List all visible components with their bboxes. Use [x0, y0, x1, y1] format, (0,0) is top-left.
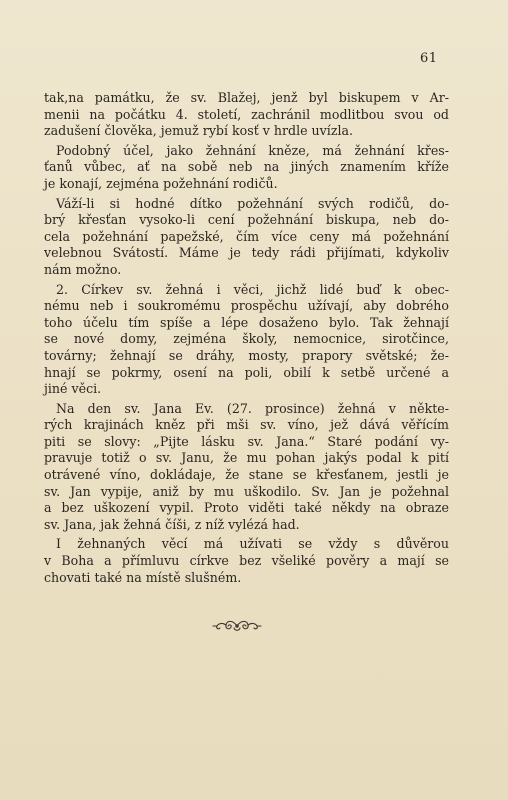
text-line: menii na počátku 4. století, zachránil modlitbou svou od: [44, 106, 449, 122]
text-line: chovati také na místě slušném.: [44, 569, 242, 585]
text-line: ťanů vůbec, ať na sobě neb na jiných znamením kříže: [44, 159, 449, 175]
text-line: 2. Církev sv. žehná i věci, jichž lidé buď k obec-: [56, 281, 449, 297]
paragraph: [44, 196, 449, 279]
text-line: nám možno.: [44, 261, 122, 277]
text-line: v Boha a přímluvu církve bez všeliké pověry a mají se: [44, 553, 449, 569]
text-line: pravuje totiž o sv. Janu, že mu pohan jakýs podal k pití: [44, 450, 449, 466]
page-number: 61: [420, 51, 438, 66]
text-line: Podobný účel, jako žehnání kněze, má žehnání křes-: [56, 142, 449, 158]
text-line: toho účelu tím spíše a lépe dosaženo bylo. Tak žehnají: [44, 314, 449, 330]
text-line: Na den sv. Jana Ev. (27. prosince) žehná v někte-: [56, 400, 449, 416]
ornament-flourish-icon: [212, 618, 262, 634]
text-body: [44, 90, 449, 586]
text-line: je konají, zejména požehnání rodičů.: [44, 175, 278, 191]
text-line: se nové domy, zejména školy, nemocnice, sirotčince,: [44, 331, 449, 347]
paragraph: [44, 90, 449, 140]
paragraph: [44, 401, 449, 534]
text-line: rých krajinách kněz při mši sv. víno, jež dává věřícím: [44, 417, 449, 433]
text-line: jiné věci.: [44, 381, 102, 397]
text-line: brý křesťan vysoko-li cení požehnání biskupa, neb do-: [44, 212, 449, 228]
text-line: a bez uškození vypil. Proto viděti také někdy na obraze: [44, 500, 449, 516]
text-line: nému neb i soukromému prospěchu užívají, aby dobrého: [44, 298, 449, 314]
text-line: továrny; žehnají se dráhy, mosty, prapory světské; že-: [44, 347, 449, 363]
text-line: hnají se pokrmy, osení na poli, obilí k setbě určené a: [44, 364, 449, 380]
text-line: tak,na památku, že sv. Blažej, jenž byl biskupem v Ar-: [44, 90, 449, 105]
text-line: I žehnaných věcí má užívati se vždy s důvěrou: [56, 536, 449, 552]
paragraph: [44, 282, 449, 398]
text-line: sv. Jana, jak žehná číši, z níž vylézá had.: [44, 516, 300, 532]
text-line: Váží-li si hodné dítko požehnání svých rodičů, do-: [56, 195, 449, 211]
text-line: cela požehnání papežské, čím více ceny má požehnání: [44, 228, 449, 244]
text-line: otrávené víno, dokládaje, že stane se křesťanem, jestli je: [44, 467, 449, 483]
text-line: piti se slovy: „Pijte lásku sv. Jana.“ Staré podání vy-: [44, 433, 449, 449]
text-line: zadušení člověka, jemuž rybí kosť v hrdle uvízla.: [44, 123, 353, 139]
text-line: sv. Jan vypije, aniž by mu uškodilo. Sv. Jan je požehnal: [44, 483, 449, 499]
paragraph: [44, 143, 449, 193]
text-line: velebnou Svátostí. Máme je tedy rádi přijímati, kdykoliv: [44, 245, 449, 261]
paragraph: [44, 536, 449, 586]
